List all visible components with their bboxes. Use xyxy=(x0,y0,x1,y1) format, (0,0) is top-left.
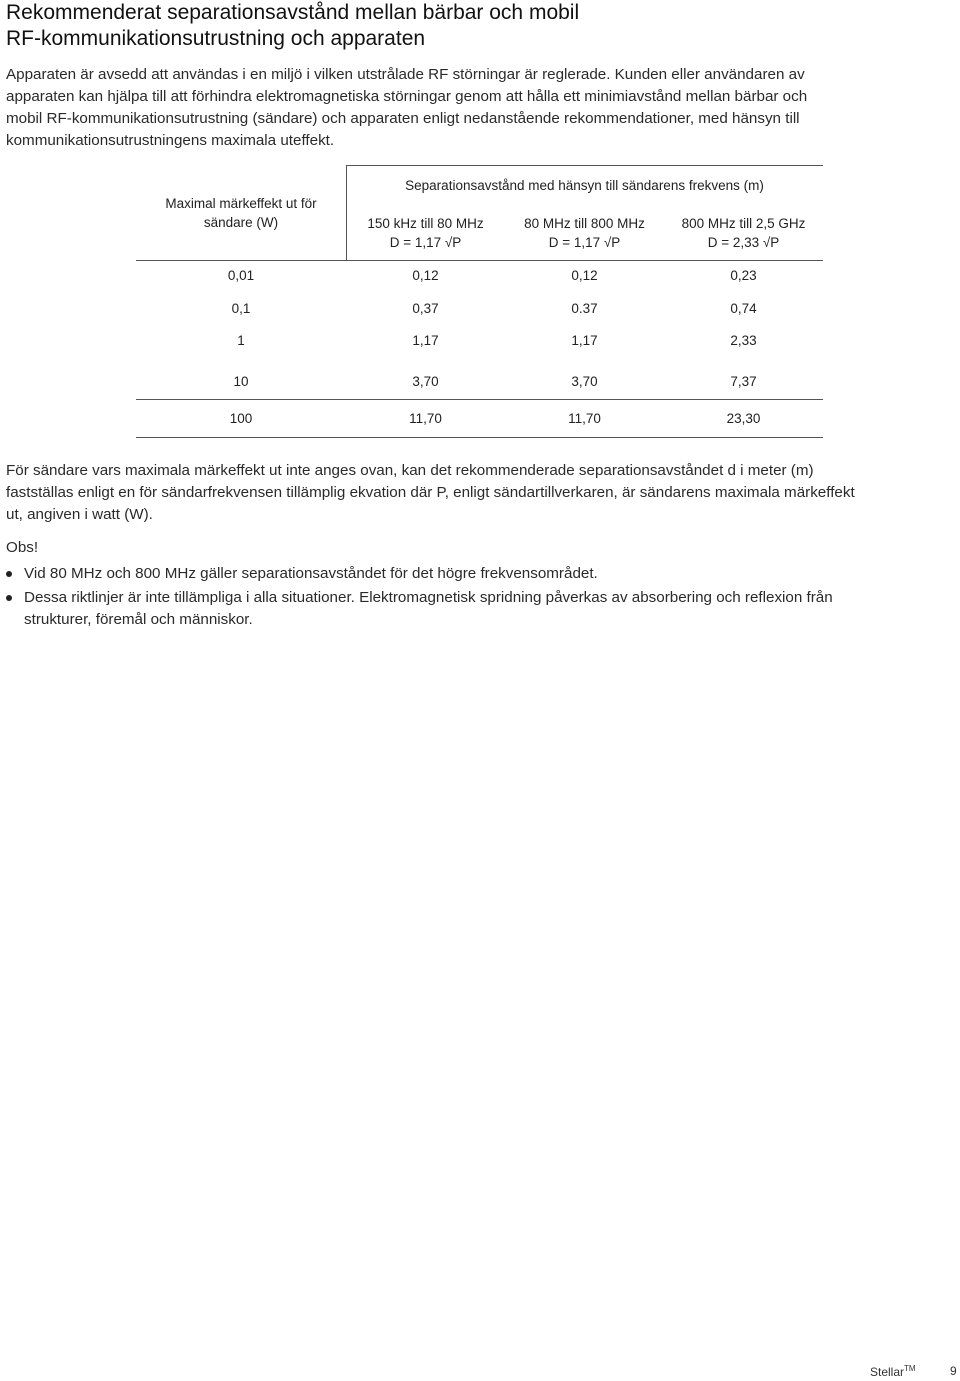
brand-name: Stellar xyxy=(870,1365,905,1379)
column-header-2 xyxy=(505,214,664,252)
bullet-icon xyxy=(6,595,12,601)
outro-line: fastställas enligt en för sändarfrekvensen tillämplig ekvation där P, enligt sändartillverkaren, är sändarens maximala märkeffekt xyxy=(6,484,855,501)
separation-distance-table xyxy=(136,165,823,438)
list-item-text: strukturer, föremål och människor. xyxy=(24,611,253,628)
table-cell-power: 1 xyxy=(237,333,245,348)
title-line-1: Rekommenderat separationsavstånd mellan bärbar och mobil xyxy=(6,1,580,24)
column-range: 150 kHz till 80 MHz xyxy=(367,216,484,231)
title-line-2: RF-kommunikationsutrustning och apparaten xyxy=(6,27,426,50)
outro-paragraph xyxy=(6,460,946,526)
table-top-rule xyxy=(346,165,823,166)
page-number: 9 xyxy=(950,1364,957,1378)
table-cell: 3,70 xyxy=(412,374,439,389)
table-cell: 0.37 xyxy=(571,301,598,316)
table-cell: 0,37 xyxy=(412,301,439,316)
column-header-1 xyxy=(346,214,505,252)
table-row-rule xyxy=(136,399,823,400)
table-bottom-rule xyxy=(136,437,823,438)
intro-paragraph xyxy=(6,64,946,152)
outro-line: För sändare vars maximala märkeffekt ut inte anges ovan, kan det rekommenderade separationsavståndet d i meter (m) xyxy=(6,462,814,479)
notes-list xyxy=(6,563,946,633)
power-header-line-2: sändare (W) xyxy=(203,215,279,230)
table-cell-power: 0,01 xyxy=(227,268,255,283)
table-cell: 1,17 xyxy=(412,333,439,348)
footer-brand xyxy=(870,1364,916,1379)
table-cell: 11,70 xyxy=(409,411,442,426)
column-header-3 xyxy=(664,214,823,252)
power-header xyxy=(136,194,346,232)
obs-label: Obs! xyxy=(6,539,39,556)
page-title xyxy=(6,0,946,52)
outro-line: ut, angiven i watt (W). xyxy=(6,506,153,523)
table-cell: 11,70 xyxy=(568,411,601,426)
table-cell: 0,74 xyxy=(730,301,757,316)
table-cell-power: 10 xyxy=(233,374,249,389)
table-cell-power: 100 xyxy=(229,411,253,426)
trademark-mark: TM xyxy=(904,1364,916,1373)
table-cell: 3,70 xyxy=(571,374,598,389)
bullet-icon xyxy=(6,571,12,577)
group-header: Separationsavstånd med hänsyn till sändarens frekvens (m) xyxy=(405,178,764,193)
intro-line: apparaten kan hjälpa till att förhindra elektromagnetiska störningar genom att hålla ett minimiavstånd mellan bärbar och xyxy=(6,88,808,105)
table-cell: 0,12 xyxy=(571,268,598,283)
table-cell: 0,12 xyxy=(412,268,439,283)
power-header-line-1: Maximal märkeffekt ut för xyxy=(165,196,317,211)
table-cell-power: 0,1 xyxy=(231,301,251,316)
column-formula: D = 2,33 √P xyxy=(707,235,780,250)
column-range: 800 MHz till 2,5 GHz xyxy=(681,216,806,231)
table-cell: 1,17 xyxy=(571,333,598,348)
list-item xyxy=(6,587,946,631)
list-item-text: Vid 80 MHz och 800 MHz gäller separationsavståndet för det högre frekvensområdet. xyxy=(24,565,598,582)
list-item-text: Dessa riktlinjer är inte tillämpliga i alla situationer. Elektromagnetisk spridning påverkas av absorbering och reflexion från xyxy=(24,589,833,606)
column-formula: D = 1,17 √P xyxy=(548,235,621,250)
table-header-rule xyxy=(136,260,823,261)
table-cell: 23,30 xyxy=(726,411,761,426)
table-cell: 2,33 xyxy=(730,333,757,348)
intro-line: Apparaten är avsedd att användas i en miljö i vilken utstrålade RF störningar är reglerade. Kunden eller användaren av xyxy=(6,66,805,83)
list-item xyxy=(6,563,946,585)
column-range: 80 MHz till 800 MHz xyxy=(524,216,645,231)
intro-line: kommunikationsutrustningens maximala uteffekt. xyxy=(6,132,335,149)
table-cell: 7,37 xyxy=(730,374,757,389)
column-formula: D = 1,17 √P xyxy=(389,235,462,250)
table-cell: 0,23 xyxy=(730,268,757,283)
intro-line: mobil RF-kommunikationsutrustning (sändare) och apparaten enligt nedanstående rekommendationer, med hänsyn till xyxy=(6,110,800,127)
